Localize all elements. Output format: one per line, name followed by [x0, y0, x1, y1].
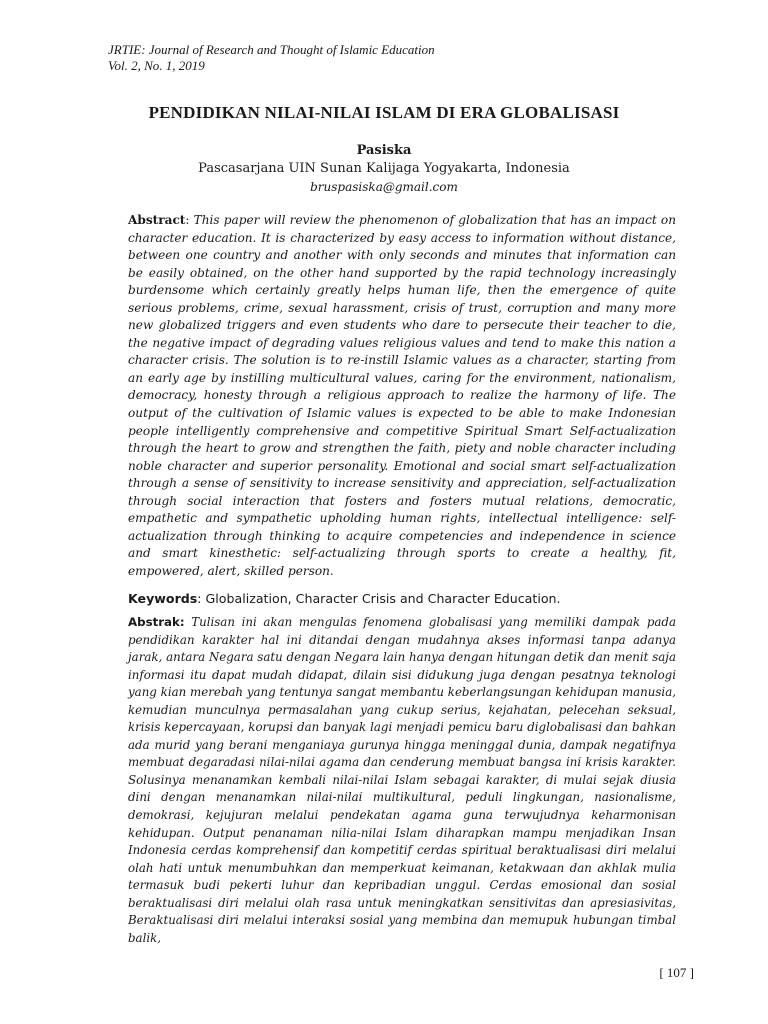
abstract-english-text: This paper will review the phenomenon of globalization that has an impact on character education. It is characterized by easy access to information without distance, between one country and another with only seconds and minutes that information can be easily obtained, on the other hand supported by the rapid technology increasingly burdensome which certainly greatly helps human life, then the emergence of quite serious problems, crime, sexual harassment, crisis of trust, corruption and many more new globalized triggers and even students who dare to persecute their teacher to die, the negative impact of degrading values religious values and tend to make this nation a character crisis. The solution is to re-instill Islamic values as a character, starting from an early age by instilling multicultural values, caring for the environment, nationalism, democracy, honesty through a religious approach to realize the harmony of life. The output of the cultivation of Islamic values is expected to be able to make Indonesian people intelligently comprehensive and competitive Spiritual Smart Self-actualization through the heart to grow and strengthen the faith, piety and noble character including noble character and superior personality. Emotional and social smart self-actualization through a sense of sensitivity to increase sensitivity and appreciation, self-actualization through social interaction that fosters and fosters mutual relations, democratic, empathetic and sympathetic upholding human rights, intellectual intelligence: self-actualization through thinking to acquire competencies and independence in science and smart kinesthetic: self-actualizing through sports to create a healthy, fit, empowered, alert, skilled person. — [128, 213, 676, 578]
paper-title: PENDIDIKAN NILAI-NILAI ISLAM DI ERA GLOBALISASI — [148, 103, 620, 122]
abstract-english — [128, 212, 676, 580]
page-number: [ 107 ] — [659, 965, 694, 980]
author-block — [0, 141, 768, 196]
abstract-indonesian-label: Abstrak: — [128, 615, 185, 629]
author-email: bruspasiska@gmail.com — [310, 180, 458, 194]
abstract-english-separator: : — [185, 213, 194, 227]
journal-volume: Vol. 2, No. 1, 2019 — [108, 58, 205, 73]
keywords-label: Keywords — [128, 591, 198, 606]
keywords-text: Globalization, Character Crisis and Character Education. — [205, 591, 561, 606]
abstract-english-label: Abstract — [128, 213, 186, 227]
author-name: Pasiska — [356, 143, 412, 158]
abstract-indonesian-text: Tulisan ini akan mengulas fenomena globalisasi yang memiliki dampak pada pendidikan karakter hal ini ditandai dengan mudahnya akses informasi tanpa adanya jarak, antara Negara satu dengan Negara lain hanya dengan hitungan detik dan menit saja informasi itu dapat mudah didapat, dilain sisi didukung juga dengan pesatnya teknologi yang kian merebah yang tentunya sangat membantu keberlangsungan kehidupan manusia, kemudian munculnya permasalahan yang cukup serius, kejahatan, pelecehan seksual, krisis kepercayaan, korupsi dan banyak lagi menjadi pemicu baru diglobalisasi dan bahkan ada murid yang berani menganiaya gurunya hingga meninggal dunia, dampak negatifnya membuat degaradasi nilai-nilai agama dan cenderung membuat bangsa ini krisis karakter. Solusinya menanamkan kembali nilai-nilai Islam sebagai karakter, di mulai sejak diusia dini dengan menanamkan nilai-nilai multikultural, peduli lingkungan, nasionalisme, demokrasi, kejujuran melalui pendekatan agama guna terwujudnya keharmonisan kehidupan. Output penanaman nilia-nilai Islam diharapkan mampu menjadikan Insan Indonesia cerdas komprehensif dan kompetitif cerdas spiritual beraktualisasi diri melalui olah hati untuk menumbuhkan dan memperkuat keimanan, ketakwaan dan akhlak mulia termasuk budi pekerti luhur dan kepribadian unggul. Cerdas emosional dan sosial beraktualisasi diri melalui olah rasa untuk meningkatkan sensitivitas dan apresiasivitas, Beraktualisasi diri melalui interaksi sosial yang membina dan memupuk hubungan timbal balik, — [128, 615, 676, 945]
abstract-indonesian — [128, 614, 676, 947]
author-affiliation: Pascasarjana UIN Sunan Kalijaga Yogyakarta, Indonesia — [198, 161, 570, 176]
journal-header — [108, 42, 435, 74]
journal-name: JRTIE: Journal of Research and Thought of Islamic Education — [108, 42, 435, 57]
keywords-separator: : — [197, 591, 206, 606]
keywords — [128, 590, 676, 608]
